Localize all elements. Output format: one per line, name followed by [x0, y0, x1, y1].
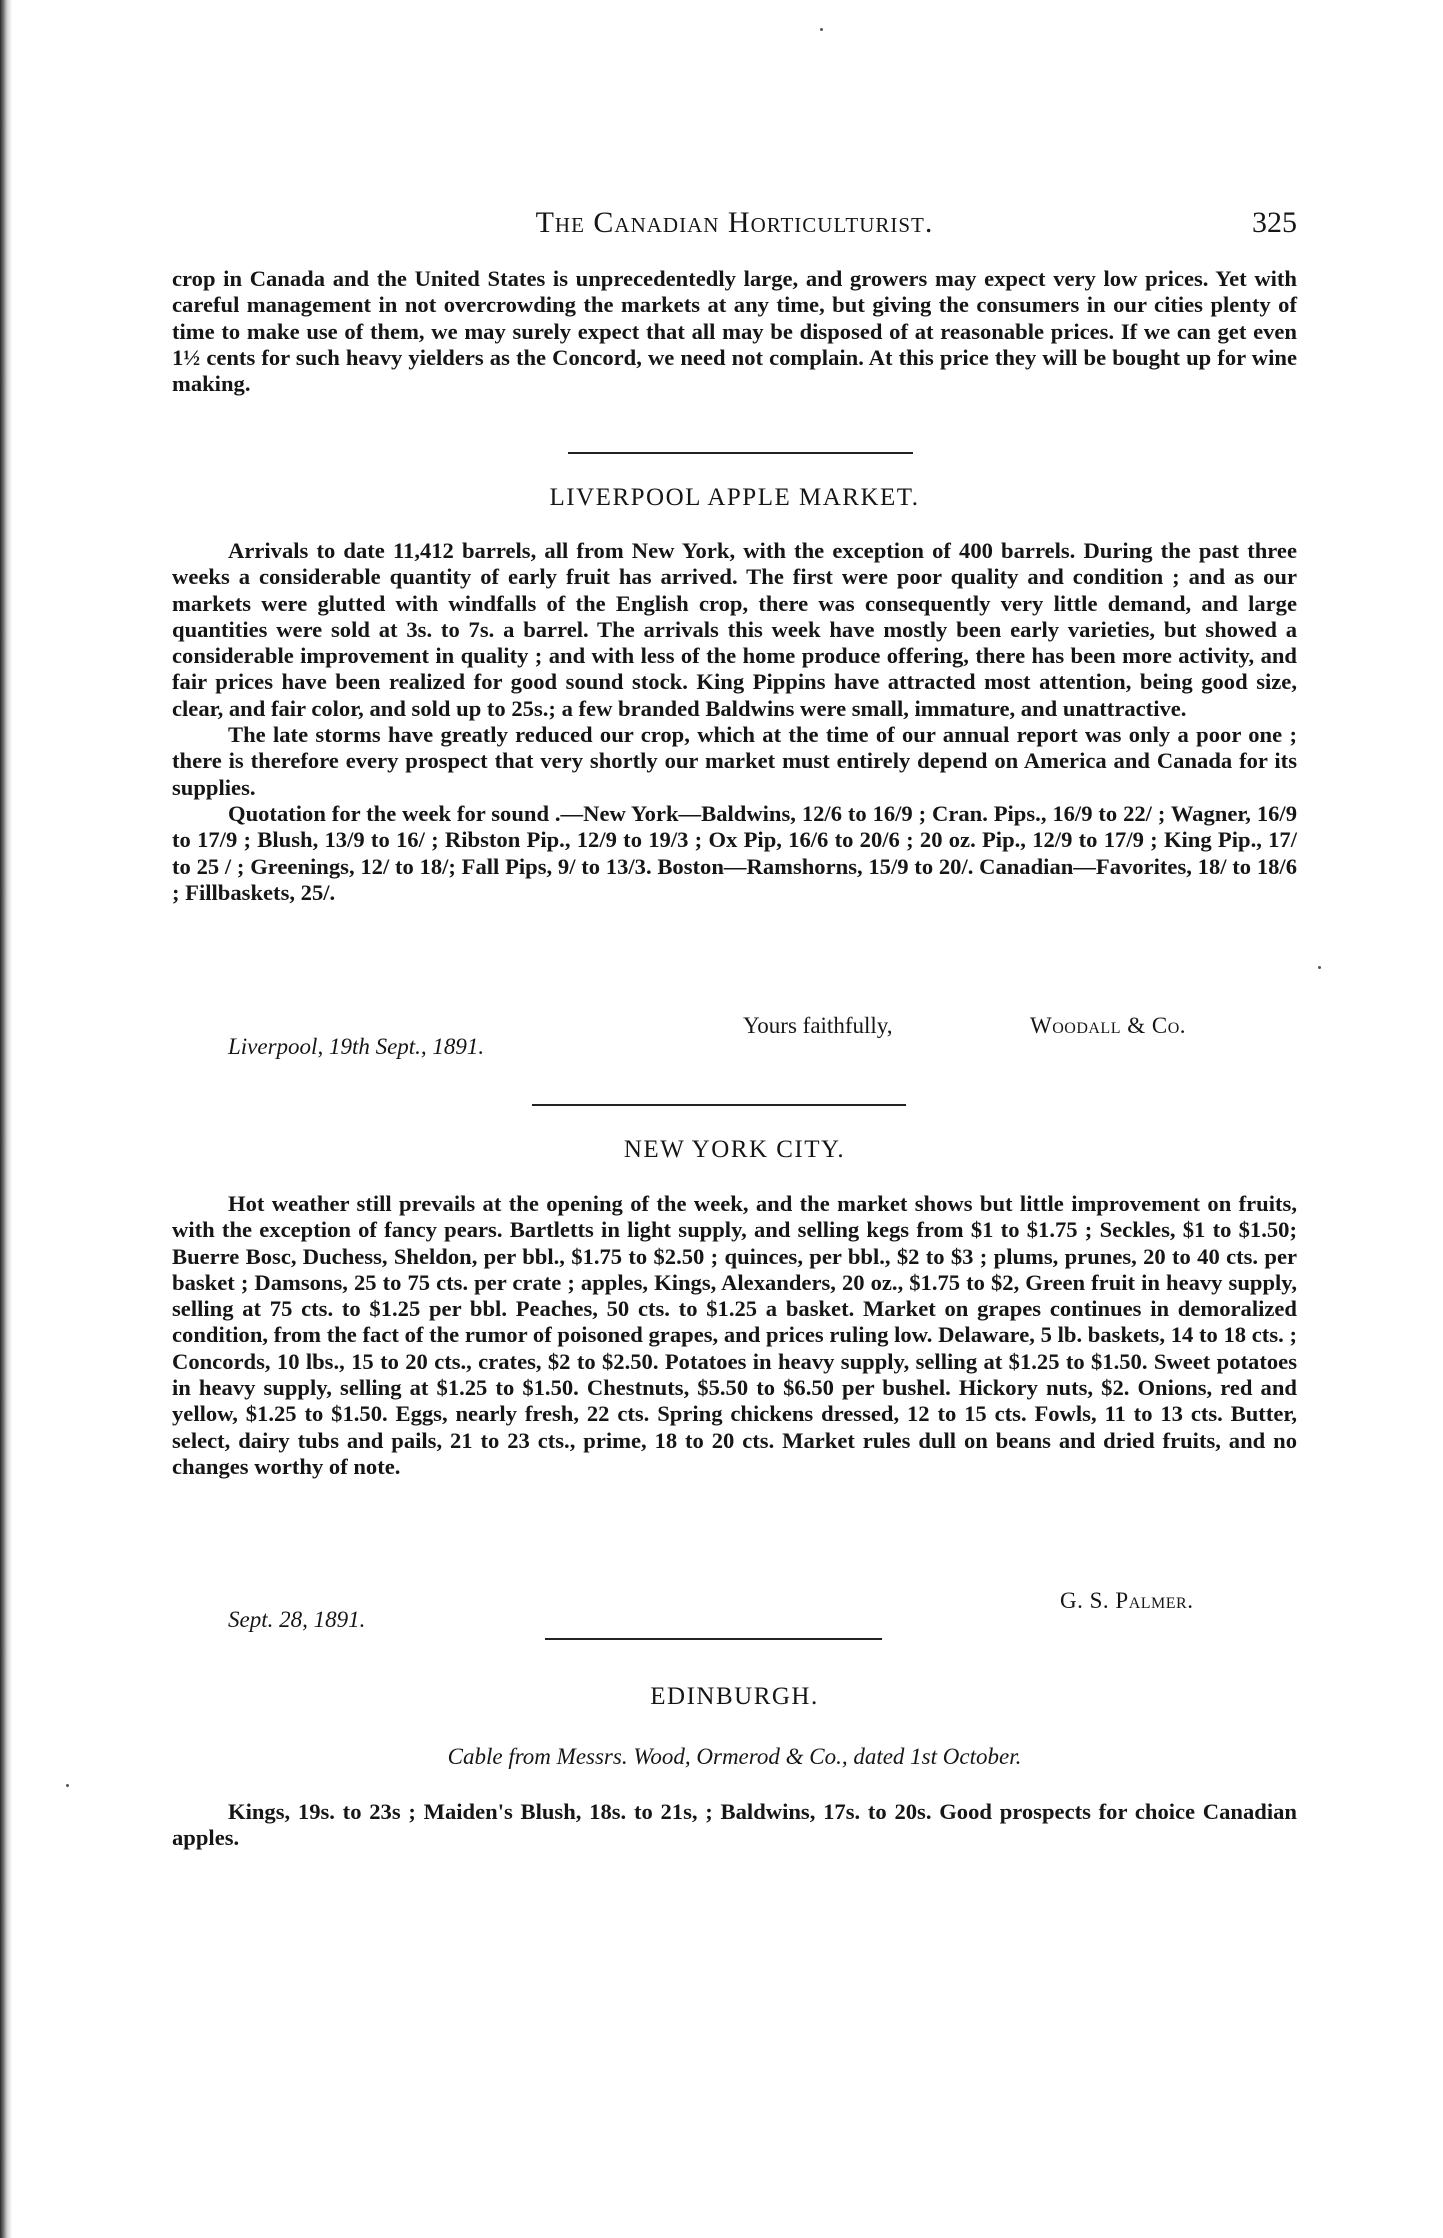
scan-speck [66, 1784, 69, 1787]
edinburgh-subheading: Cable from Messrs. Wood, Ormerod & Co., dated 1st October. [447, 1744, 1022, 1769]
new-york-block [172, 1191, 1297, 1480]
liverpool-paragraph-1: Arrivals to date 11,412 barrels, all from New York, with the exception of 400 barrels. During the past three weeks a considerable quantity of early fruit has arrived. The first were poor quality and condition ; and as our markets were glutted with windfalls of the English crop, there was consequently very little demand, and large quantities were sold at 3s. to 7s. a barrel. The arrivals this week have mostly been early varieties, but showed a considerable improvement in quality ; and with less of the home produce offering, there has been more activity, and fair prices have been realized for good sound stock. King Pippins have attracted most attention, being good size, clear, and fair color, and sold up to 25s.; a few branded Baldwins were small, immature, and unattractive. [172, 538, 1297, 721]
section-divider [532, 1104, 906, 1106]
liverpool-paragraph-2: The late storms have greatly reduced our crop, which at the time of our annual report was only a poor one ; there is therefore every prospect that very shortly our market must entirely depend on America and Canada for its supplies. [172, 722, 1297, 800]
liverpool-heading: LIVERPOOL APPLE MARKET. [549, 484, 920, 511]
liverpool-signature: Woodall & Co. [1030, 1013, 1187, 1038]
new-york-paragraph: Hot weather still prevails at the opening of the week, and the market shows but little improvement on fruits, with the exception of fancy pears. Bartletts in light supply, and selling kegs from $1 to $1.75 ; Seckles, $1 to $1.50; Buerre Bosc, Duchess, Sheldon, per bbl., $1.75 to $2.50 ; quinces, per bbl., $2 to $3 ; plums, prunes, 20 to 40 cts. per basket ; Damsons, 25 to 75 cts. per crate ; apples, Kings, Alexanders, 20 oz., $1.75 to $2, Green fruit in heavy supply, selling at 75 cts. to $1.25 per bbl. Peaches, 50 cts. to $1.25 a basket. Market on grapes continues in demoralized condition, from the fact of the rumor of poisoned grapes, and prices ruling low. Delaware, 5 lb. baskets, 14 to 18 cts. ; Concords, 10 lbs., 15 to 20 cts., crates, $2 to $2.50. Potatoes in heavy supply, selling at $1.25 to $1.50. Sweet potatoes in heavy supply, selling at $1.25 to $1.50. Chestnuts, $5.50 to $6.50 per bushel. Hickory nuts, $2. Onions, red and yellow, $1.25 to $1.50. Eggs, nearly fresh, 22 cts. Spring chickens dressed, 12 to 15 cts. Fowls, 11 to 13 cts. Butter, select, dairy tubs and pails, 21 to 23 cts., prime, 18 to 20 cts. Market rules dull on beans and dried fruits, and no changes worthy of note. [172, 1191, 1297, 1479]
running-head [172, 206, 1297, 246]
edinburgh-paragraph: Kings, 19s. to 23s ; Maiden's Blush, 18s. to 21s, ; Baldwins, 17s. to 20s. Good prospects for choice Canadian apples. [172, 1799, 1297, 1851]
new-york-signature: G. S. Palmer. [1060, 1588, 1194, 1613]
scan-speck [1318, 966, 1321, 969]
new-york-date: Sept. 28, 1891. [228, 1607, 366, 1632]
page-number: 325 [1252, 206, 1297, 239]
intro-block [172, 266, 1297, 397]
liverpool-block [172, 538, 1297, 906]
page-binding-edge [0, 0, 12, 2238]
intro-paragraph: crop in Canada and the United States is unprecedentedly large, and growers may expect very low prices. Yet with careful management in not overcrowding the markets at any time, but giving the consumers in our cities plenty of time to make use of them, we may surely expect that all may be disposed of at reasonable prices. If we can get even 1½ cents for such heavy yielders as the Concord, we need not complain. At this price they will be bought up for wine making. [172, 266, 1297, 397]
edinburgh-block [172, 1799, 1297, 1852]
new-york-heading: NEW YORK CITY. [623, 1136, 846, 1163]
section-divider [568, 452, 913, 454]
edinburgh-heading: EDINBURGH. [650, 1683, 819, 1710]
running-title: The Canadian Horticulturist. [535, 206, 934, 239]
liverpool-place-date: Liverpool, 19th Sept., 1891. [228, 1034, 485, 1059]
scan-speck [820, 28, 823, 31]
liverpool-paragraph-3: Quotation for the week for sound .—New York—Baldwins, 12/6 to 16/9 ; Cran. Pips., 16/9 to 22/ ; Wagner, 16/9 to 17/9 ; Blush, 13/9 to 16/ ; Ribston Pip., 12/9 to 19/3 ; Ox Pip, 16/6 to 20/6 ; 20 oz. Pip., 12/9 to 17/9 ; King Pip., 17/ to 25 / ; Greenings, 12/ to 18/; Fall Pips, 9/ to 13/3. Boston—Ramshorns, 15/9 to 20/. Canadian—Favorites, 18/ to 18/6 ; Fillbaskets, 25/. [172, 800, 1297, 905]
liverpool-closing: Yours faithfully, [743, 1013, 893, 1038]
section-divider [545, 1638, 882, 1640]
